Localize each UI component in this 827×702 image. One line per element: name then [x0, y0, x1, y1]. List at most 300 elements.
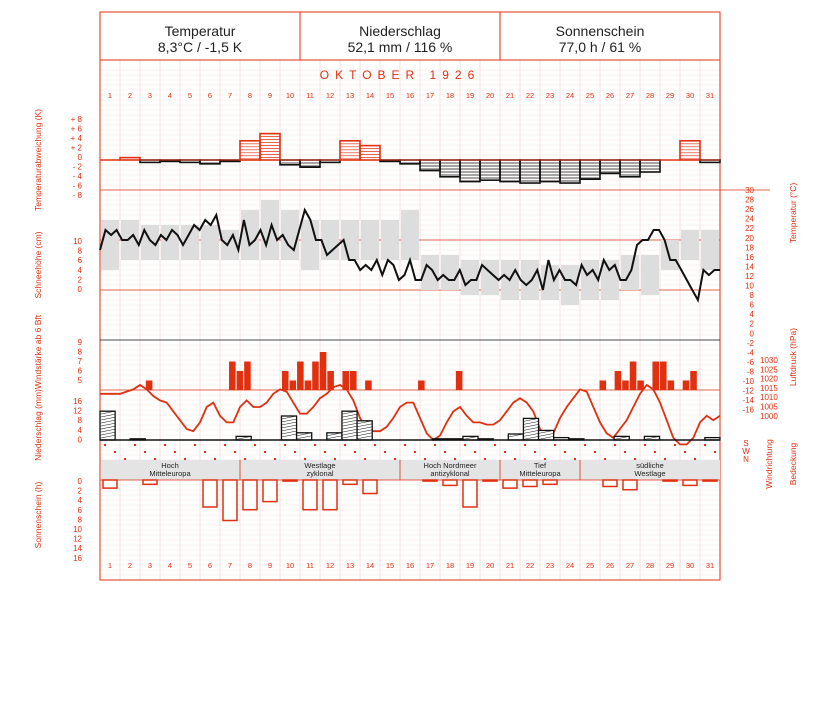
temperature-range-band [581, 260, 599, 300]
day-label-top: 20 [485, 91, 495, 100]
day-label-bottom: 5 [187, 561, 193, 570]
wind-bar [297, 362, 304, 391]
wind-direction-mark [434, 444, 436, 446]
day-label-bottom: 24 [565, 561, 575, 570]
tick-pressure: 1020 [760, 374, 778, 384]
deviation-bar [280, 160, 300, 165]
temperature-range-band [301, 220, 319, 270]
month-title: OKTOBER 1926 [319, 68, 481, 82]
wind-direction-mark [694, 458, 696, 460]
sunshine-bar [463, 480, 477, 507]
day-label-top: 23 [545, 91, 555, 100]
tick-temperature: 0 [749, 329, 754, 339]
wind-direction-mark [524, 444, 526, 446]
wind-bar [290, 381, 297, 391]
wind-direction-mark [604, 458, 606, 460]
chart-grid [100, 60, 720, 580]
day-label-top: 2 [127, 91, 133, 100]
label-temperature: Temperatur (°C) [788, 182, 798, 244]
tick-pressure: 1005 [760, 402, 778, 412]
day-label-top: 19 [465, 91, 475, 100]
tick-wind-direction: S [743, 439, 749, 448]
tick-temp-dev: + 8 [70, 115, 82, 124]
wind-direction-mark [684, 451, 686, 453]
day-label-top: 22 [525, 91, 535, 100]
tick-temperature: -10 [742, 377, 754, 386]
tick-wind-direction: N [743, 455, 749, 464]
wind-bar [365, 381, 372, 391]
wind-direction-mark [274, 458, 276, 460]
wind-direction-mark [324, 451, 326, 453]
day-label-bottom: 27 [625, 561, 635, 570]
tick-snow: 6 [77, 256, 82, 266]
day-label-bottom: 31 [705, 561, 715, 570]
tick-sun: 12 [73, 534, 82, 544]
temperature-range-band [521, 260, 539, 300]
header-temperature-value: 8,3°C / -1,5 K [157, 39, 243, 55]
weather-type-label: Tief [533, 461, 547, 470]
wind-direction-mark [304, 458, 306, 460]
label-wind-force: Windstärke ab 6 Bft [33, 314, 43, 390]
deviation-bar [620, 160, 640, 177]
weather-type-label: zyklonal [306, 469, 334, 478]
tick-wind-direction: W [742, 447, 750, 456]
wind-bar [652, 362, 659, 391]
day-label-top: 31 [705, 91, 715, 100]
sunshine-bar [443, 480, 457, 485]
day-label-bottom: 20 [485, 561, 495, 570]
day-label-top: 4 [167, 91, 173, 100]
deviation-bar [560, 160, 580, 183]
temperature-chart [100, 200, 720, 305]
sunshine-bar [243, 480, 257, 510]
wind-direction-mark [234, 451, 236, 453]
wind-bar [668, 381, 675, 391]
wind-direction-mark [284, 444, 286, 446]
deviation-bar [200, 160, 220, 164]
day-label-top: 16 [405, 91, 415, 100]
wind-bar [237, 371, 244, 390]
tick-temp-dev: + 4 [70, 134, 82, 143]
wind-direction-mark [664, 458, 666, 460]
day-label-top: 14 [365, 91, 375, 100]
wind-direction-mark [374, 444, 376, 446]
wind-direction-mark [484, 458, 486, 460]
day-label-bottom: 23 [545, 561, 555, 570]
wind-direction-mark [554, 444, 556, 446]
tick-temperature: 14 [745, 262, 754, 272]
tick-temperature: 8 [749, 291, 754, 301]
wind-direction-mark [704, 444, 706, 446]
wind-direction-mark [244, 458, 246, 460]
wind-bar [683, 381, 690, 391]
tick-temp-dev: - 6 [72, 181, 82, 191]
sunshine-bar [703, 480, 717, 481]
tick-temp-dev: - 4 [72, 172, 82, 181]
wind-bar [282, 371, 289, 390]
pressure-line [100, 385, 720, 444]
temperature-range-band [701, 230, 719, 270]
label-sunshine: Sonnenschein (h) [33, 481, 43, 549]
temperature-range-band [661, 240, 679, 270]
axis-ticks [71, 115, 779, 563]
day-label-bottom: 30 [685, 561, 695, 570]
tick-snow: 0 [77, 285, 82, 294]
wind-bar [305, 381, 312, 391]
day-label-top: 10 [285, 91, 295, 100]
tick-snow: 10 [73, 237, 82, 246]
weather-type-label: antizyklonal [430, 469, 470, 478]
sunshine-bar [283, 480, 297, 481]
wind-direction-mark [154, 458, 156, 460]
header-precipitation-value: 52,1 mm / 116 % [347, 39, 453, 55]
day-label-bottom: 22 [525, 561, 535, 570]
wind-bar [630, 362, 637, 391]
wind-direction-mark [314, 444, 316, 446]
day-label-bottom: 17 [425, 561, 435, 570]
tick-temperature: 4 [749, 310, 754, 320]
weather-types-strip [100, 460, 720, 480]
precipitation-chart [100, 411, 720, 440]
tick-temperature: 16 [745, 252, 754, 262]
wind-bar [600, 381, 607, 391]
tick-sun: 10 [73, 525, 82, 534]
wind-direction-mark [514, 458, 516, 460]
tick-temp-dev: + 6 [70, 124, 82, 134]
header-sunshine-title: Sonnenschein [555, 23, 645, 39]
day-label-top: 28 [645, 91, 655, 100]
wind-direction-mark [674, 444, 676, 446]
day-label-top: 25 [585, 91, 595, 100]
tick-snow: 4 [77, 265, 82, 275]
wind-direction-strip [104, 444, 716, 460]
wind-bar [456, 371, 463, 390]
tick-precip: 0 [77, 435, 82, 445]
wind-direction-mark [454, 458, 456, 460]
wind-direction-mark [614, 444, 616, 446]
sunshine-bar [543, 480, 557, 484]
sunshine-bar [263, 480, 277, 502]
day-label-bottom: 12 [325, 561, 335, 570]
temperature-range-band [601, 260, 619, 300]
wind-direction-mark [594, 451, 596, 453]
temperature-range-band [381, 220, 399, 260]
day-label-bottom: 11 [306, 561, 314, 570]
day-label-bottom: 28 [645, 561, 655, 570]
day-label-bottom: 7 [227, 561, 233, 570]
tick-pressure: 1010 [760, 393, 778, 403]
day-label-top: 11 [306, 91, 314, 100]
wind-direction-mark [414, 451, 416, 453]
day-label-top: 8 [247, 91, 253, 100]
day-label-bottom: 3 [147, 561, 153, 570]
day-label-top: 26 [605, 91, 615, 100]
wind-direction-mark [584, 444, 586, 446]
wind-direction-mark [294, 451, 296, 453]
tick-temperature: -6 [746, 357, 754, 367]
temperature-range-band [321, 220, 339, 260]
label-cloud-cover: Bedeckung [788, 442, 798, 486]
sunshine-bar [323, 480, 337, 510]
label-wind-direction: Windrichtung [764, 439, 774, 489]
tick-sun: 6 [77, 505, 82, 515]
wind-direction-mark [144, 451, 146, 453]
tick-precip: 12 [73, 406, 82, 416]
day-label-top: 9 [267, 91, 273, 100]
label-precipitation: Niederschlag (mm) [33, 389, 43, 461]
day-label-bottom: 10 [285, 561, 295, 570]
day-label-bottom: 15 [385, 561, 395, 570]
wind-bar [312, 362, 319, 391]
wind-direction-mark [404, 444, 406, 446]
wind-direction-mark [474, 451, 476, 453]
day-label-bottom: 21 [505, 561, 515, 570]
temperature-range-band [681, 230, 699, 260]
day-label-bottom: 9 [267, 561, 273, 570]
wind-bar [690, 371, 697, 390]
wind-direction-mark [174, 451, 176, 453]
wind-bar [350, 371, 357, 390]
day-label-top: 21 [505, 91, 515, 100]
tick-temperature: 24 [745, 214, 754, 224]
day-label-top: 3 [147, 91, 153, 100]
sunshine-bar [423, 480, 437, 481]
day-label-top: 13 [345, 91, 355, 100]
tick-temperature: -14 [742, 396, 754, 406]
day-label-top: 24 [565, 91, 575, 100]
day-label-top: 30 [685, 91, 695, 100]
tick-pressure: 1000 [760, 411, 778, 421]
day-label-top: 29 [665, 91, 675, 100]
tick-temperature: 12 [745, 271, 754, 281]
tick-temperature: 6 [749, 300, 754, 310]
wind-direction-mark [164, 444, 166, 446]
wind-bar [244, 362, 251, 391]
temperature-deviation-chart [100, 134, 720, 183]
tick-wind: 9 [77, 338, 82, 347]
tick-wind: 7 [77, 357, 82, 366]
label-pressure: Luftdruck (hPa) [788, 327, 798, 387]
day-label-bottom: 13 [345, 561, 355, 570]
sunshine-bar [343, 480, 357, 484]
tick-temperature: 18 [745, 243, 754, 253]
wind-direction-mark [424, 458, 426, 460]
wind-direction-mark [544, 458, 546, 460]
weather-type-label: Westlage [304, 461, 336, 470]
tick-temperature: 22 [745, 224, 754, 234]
tick-wind: 6 [77, 366, 82, 376]
day-label-bottom: 2 [127, 561, 133, 570]
wind-direction-mark [624, 451, 626, 453]
wind-bar [229, 362, 236, 391]
wind-chart [146, 352, 697, 390]
tick-temperature: 30 [745, 186, 754, 195]
day-label-top: 18 [445, 91, 455, 100]
day-label-bottom: 1 [107, 561, 113, 570]
tick-pressure: 1030 [760, 356, 778, 365]
wind-direction-mark [224, 444, 226, 446]
tick-sun: 4 [77, 496, 82, 506]
weather-type-label: Westlage [634, 469, 666, 478]
wind-direction-mark [394, 458, 396, 460]
temperature-range-band [241, 210, 259, 260]
tick-precip: 16 [73, 397, 82, 406]
tick-temperature: 20 [745, 233, 754, 243]
sunshine-bar [523, 480, 537, 486]
day-label-top: 5 [187, 91, 193, 100]
deviation-bar [260, 134, 280, 160]
sunshine-bar [683, 480, 697, 485]
wind-direction-mark [534, 451, 536, 453]
tick-temperature: -12 [742, 386, 754, 396]
weather-type-label: Hoch [161, 461, 179, 470]
day-label-top: 27 [625, 91, 635, 100]
wind-bar [660, 362, 667, 391]
wind-direction-mark [444, 451, 446, 453]
weather-type-label: Mitteleuropa [519, 469, 561, 478]
header-temperature-title: Temperatur [164, 23, 236, 39]
day-label-bottom: 8 [247, 561, 253, 570]
day-label-bottom: 6 [207, 561, 213, 570]
sunshine-bar [223, 480, 237, 521]
tick-snow: 8 [77, 246, 82, 256]
temperature-range-band [361, 220, 379, 260]
tick-temperature: 26 [745, 205, 754, 215]
day-label-bottom: 19 [465, 561, 475, 570]
tick-sun: 2 [77, 486, 82, 496]
day-label-bottom: 25 [585, 561, 595, 570]
wind-direction-mark [504, 451, 506, 453]
label-temperature-deviation: Temperaturabweichung (K) [33, 108, 43, 212]
tick-sun: 16 [73, 553, 82, 563]
weather-type-label: Mitteleuropa [149, 469, 191, 478]
deviation-bar [520, 160, 540, 183]
tick-pressure: 1025 [760, 365, 778, 375]
tick-temp-dev: - 8 [72, 191, 82, 200]
wind-direction-mark [134, 444, 136, 446]
wind-bar [320, 352, 327, 390]
tick-temp-dev: 0 [77, 153, 82, 162]
wind-direction-mark [184, 458, 186, 460]
wind-direction-mark [264, 451, 266, 453]
tick-temperature: 2 [749, 319, 754, 329]
tick-temperature: -8 [746, 367, 754, 377]
temperature-range-band [161, 225, 179, 260]
tick-pressure: 1015 [760, 383, 778, 393]
tick-temperature: 10 [745, 281, 754, 291]
day-label-top: 15 [385, 91, 395, 100]
wind-direction-mark [254, 444, 256, 446]
wind-direction-mark [204, 451, 206, 453]
pressure-chart [100, 385, 720, 444]
day-label-bottom: 29 [665, 561, 675, 570]
day-label-bottom: 4 [167, 561, 173, 570]
wind-direction-mark [464, 444, 466, 446]
sunshine-bar [483, 480, 497, 481]
sunshine-bar [303, 480, 317, 510]
tick-sun: 8 [77, 515, 82, 525]
day-label-bottom: 14 [365, 561, 375, 570]
wind-direction-mark [354, 451, 356, 453]
day-label-top: 1 [107, 91, 113, 100]
wind-direction-mark [214, 458, 216, 460]
temperature-range-band [401, 210, 419, 260]
tick-temp-dev: + 2 [70, 143, 82, 153]
wind-direction-mark [574, 458, 576, 460]
tick-precip: 8 [77, 416, 82, 426]
tick-temperature: -2 [746, 338, 754, 348]
day-label-bottom: 18 [445, 561, 455, 570]
tick-sun: 14 [73, 544, 82, 554]
day-label-bottom: 26 [605, 561, 615, 570]
wind-direction-mark [124, 458, 126, 460]
tick-temperature: -16 [742, 405, 754, 415]
sunshine-bar [603, 480, 617, 486]
wind-direction-mark [344, 444, 346, 446]
wind-direction-mark [714, 451, 716, 453]
sunshine-chart [103, 480, 717, 521]
sunshine-bar [623, 480, 637, 490]
temperature-range-band [201, 225, 219, 260]
wind-direction-mark [384, 451, 386, 453]
tick-precip: 4 [77, 425, 82, 435]
header [158, 23, 644, 55]
temperature-range-band [441, 255, 459, 290]
tick-sun: 0 [77, 477, 82, 486]
sunshine-bar [363, 480, 377, 494]
wind-direction-mark [634, 458, 636, 460]
label-snow-depth: Schneehöhe (cm) [33, 231, 43, 299]
day-label-top: 7 [227, 91, 233, 100]
deviation-bar [400, 160, 420, 164]
tick-temperature: 28 [745, 195, 754, 205]
wind-direction-mark [114, 451, 116, 453]
sunshine-bar [503, 480, 517, 488]
sunshine-bar [143, 480, 157, 484]
deviation-bar [440, 160, 460, 177]
temperature-range-band [641, 255, 659, 295]
wind-direction-mark [194, 444, 196, 446]
tick-wind: 8 [77, 347, 82, 357]
header-sunshine-value: 77,0 h / 61 % [558, 39, 642, 55]
sunshine-bar [103, 480, 117, 488]
wind-direction-mark [334, 458, 336, 460]
wind-direction-mark [654, 451, 656, 453]
wind-direction-mark [104, 444, 106, 446]
wind-bar [615, 371, 622, 390]
header-precipitation-title: Niederschlag [359, 23, 441, 39]
weather-type-label: südliche [636, 461, 664, 470]
deviation-bar [600, 160, 620, 173]
wind-direction-mark [364, 458, 366, 460]
weather-type-label: Hoch Nordmeer [423, 461, 477, 470]
tick-temperature: -4 [746, 348, 754, 358]
tick-snow: 2 [77, 275, 82, 285]
weather-type-band [100, 460, 720, 480]
wind-direction-mark [494, 444, 496, 446]
tick-temp-dev: - 2 [72, 162, 82, 172]
tick-wind: 5 [77, 376, 82, 385]
day-label-bottom: 16 [405, 561, 415, 570]
day-label-top: 6 [207, 91, 213, 100]
wind-bar [418, 381, 425, 391]
precip-bar [508, 434, 523, 440]
sunshine-bar [663, 480, 677, 481]
wind-direction-mark [644, 444, 646, 446]
wind-direction-mark [564, 451, 566, 453]
day-label-top: 17 [425, 91, 435, 100]
day-label-top: 12 [325, 91, 335, 100]
